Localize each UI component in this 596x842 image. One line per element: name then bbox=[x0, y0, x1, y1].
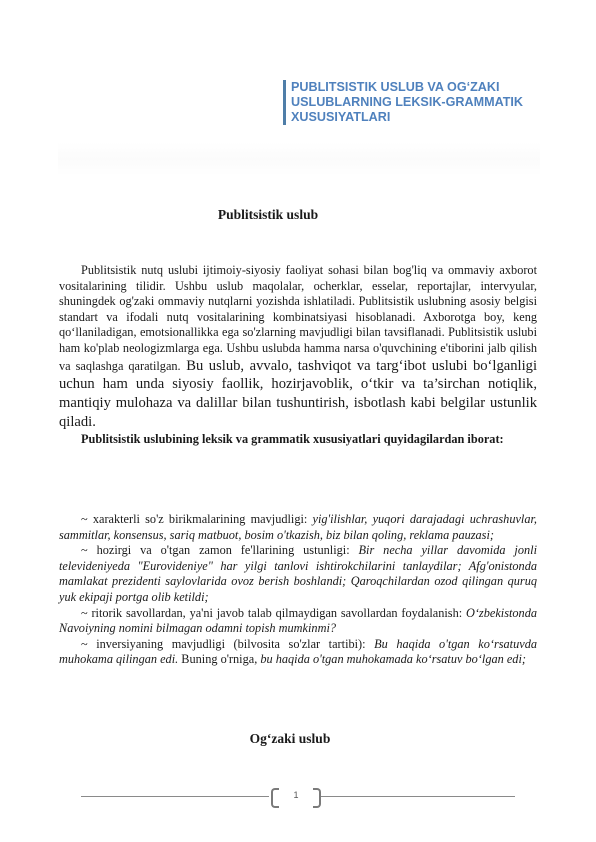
footer-rule-right bbox=[321, 796, 515, 797]
header-title bbox=[291, 80, 561, 125]
section-heading-publitsistik: Publitsistik uslub bbox=[217, 207, 319, 222]
footer-bracket-left bbox=[271, 788, 279, 808]
page-number: 1 bbox=[293, 790, 299, 800]
footer-rule-left bbox=[81, 796, 269, 797]
paragraph-intro bbox=[59, 263, 537, 432]
list-item: ~ xarakterli so'z birikmalarining mavjudligi: yig'ilishlar, yuqori darajadagi uchrashuvlar, sammitlar, konsensus, sariq matbuot, bosim o'tkazish, biz bilan qoling, reklama pauzasi; bbox=[59, 512, 537, 542]
list-item: ~ ritorik savollardan, ya'ni javob talab qilmaydigan savollardan foydalanish: O‘zbekistonda Navoiyning nomini bilmagan odamni topish mumkinmi? bbox=[59, 605, 537, 636]
footer-bracket-right bbox=[313, 788, 321, 808]
section-heading-ogzaki: Og‘zaki uslub bbox=[249, 731, 331, 746]
list-item: ~ inversiyaning mavjudligi (bilvosita so'zlar tartibi): Bu haqida o'tgan ko‘rsatuvda muhokama qilingan edi. Buning o'rniga, bu haqida o'tgan muhokamada ko‘rsatuv bo‘lgan edi; bbox=[59, 636, 537, 667]
paragraph-intro-emphasis: Bu uslub, avvalo, tashviqot va targ‘ibot uslubi bo‘lganligi uchun ham unda siyosiy faollik, hozirjavoblik, o‘tkir va ta’sirchan notiqlik, mantiqiy mulohaza va dalillar bilan tushuntirish, isbotlash kabi belgilar ustunlik qiladi. bbox=[59, 357, 537, 430]
list-item: ~ hozirgi va o'tgan zamon fe'llarining ustunligi: Bir necha yillar davomida jonli televideniyeda "Eurovideniye" har yilgi tanlovi ishtirokchilarini tanlaydilar; Afg'onistonda mamlakat prezidenti saylovlarida ovoz berish boshlandi; Qaroqchilardan ozod qilingan quruq yuk ekipaji portga olib ketildi; bbox=[59, 543, 537, 604]
header-title-line-3: XUSUSIYATLARI bbox=[291, 110, 391, 124]
paragraph-features bbox=[59, 432, 537, 448]
document-header bbox=[283, 80, 561, 125]
header-band bbox=[58, 142, 540, 176]
paragraph-intro-text: Publitsistik nutq uslubi ijtimoiy-siyosiy faoliyat sohasi bilan bog'liq va ommaviy axborot vositalarining tilidir. Ushbu uslub maqolalar, ocherklar, esselar, reportajlar, intervyular, shuningdek og'zaki ommaviy nutqlarni yozishda ishlatiladi. Publitsistik uslubning asosiy belgisi standart va ifodali nutq vositalarining kombinatsiyasi hisoblanadi. Axborotga boy, keng qo‘llaniladigan, emotsionallikka ega so'zlarning mavjudligi bilan tavsiflanadi. Publitsistik uslubi ham ko'plab neologizmlarga ega. Ushbu uslubda hamma narsa o'quvchining e'tiborini jalb qilish va saqlashga qaratilgan. bbox=[59, 263, 537, 373]
header-title-line-1: PUBLITSISTIK USLUB VA OG‘ZAKI bbox=[291, 80, 500, 94]
page-footer bbox=[81, 786, 515, 806]
feature-list bbox=[59, 512, 537, 668]
paragraph-features-text: Publitsistik uslubining leksik va grammatik xususiyatlari quyidagilardan iborat: bbox=[81, 432, 504, 446]
header-title-line-2: USLUBLARNING LEKSIK-GRAMMATIK bbox=[291, 95, 524, 109]
